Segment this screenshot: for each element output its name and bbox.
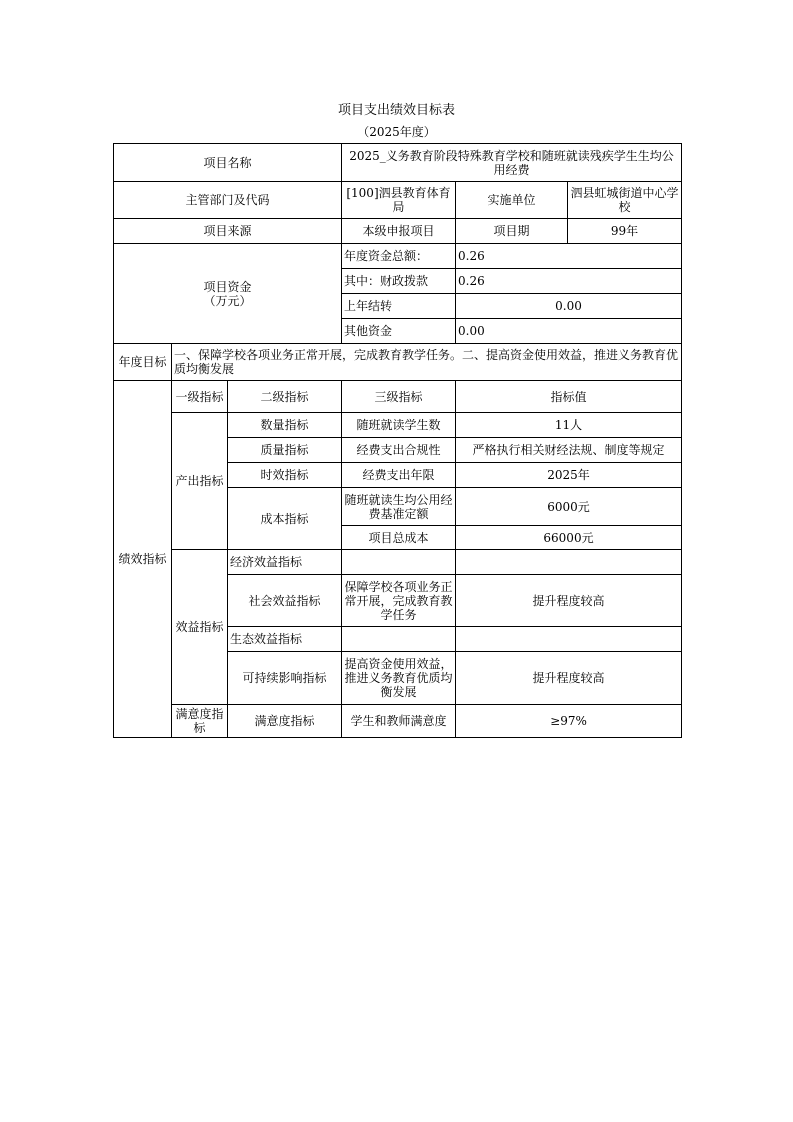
header-level1: 一级指标 xyxy=(172,381,228,413)
project-name-value: 2025_义务教育阶段特殊教育学校和随班就读残疾学生生均公用经费 xyxy=(342,144,682,182)
project-name-label: 项目名称 xyxy=(114,144,342,182)
source-value: 本级申报项目 xyxy=(342,219,456,244)
fund-row-label: 其中：财政拨款 xyxy=(342,269,456,294)
cost-level3: 随班就读生均公用经费基准定额 xyxy=(342,488,456,526)
economic-indicator: 经济效益指标 xyxy=(228,550,342,575)
output-indicators-label: 产出指标 xyxy=(172,413,228,550)
document-title: 项目支出绩效目标表 xyxy=(337,103,455,118)
sustainable-level3: 提高资金使用效益，推进义务教育优质均衡发展 xyxy=(342,652,456,705)
cost-indicator: 成本指标 xyxy=(228,488,342,550)
cost-value: 66000元 xyxy=(456,526,682,550)
social-level3: 保障学校各项业务正常开展，完成教育教学任务 xyxy=(342,575,456,627)
implementer-label: 实施单位 xyxy=(456,182,568,219)
quality-level3: 经费支出合规性 xyxy=(342,438,456,463)
fund-row-value: 0.26 xyxy=(456,269,682,294)
funds-label-unit: （万元） xyxy=(203,293,252,308)
header-value: 指标值 xyxy=(456,381,682,413)
social-value: 提升程度较高 xyxy=(456,575,682,627)
header-level3: 三级指标 xyxy=(342,381,456,413)
annual-goal-label: 年度目标 xyxy=(114,344,172,381)
department-label: 主管部门及代码 xyxy=(114,182,342,219)
funds-label xyxy=(114,244,342,344)
timeliness-value: 2025年 xyxy=(456,463,682,488)
benefit-indicators-label: 效益指标 xyxy=(172,550,228,705)
satisfaction-indicators-label: 满意度指标 xyxy=(172,705,228,738)
quantity-level3: 随班就读学生数 xyxy=(342,413,456,438)
fund-row-value: 0.26 xyxy=(456,244,682,269)
quantity-value: 11人 xyxy=(456,413,682,438)
ecological-level3 xyxy=(342,627,456,652)
sustainable-value: 提升程度较高 xyxy=(456,652,682,705)
source-label: 项目来源 xyxy=(114,219,342,244)
satisfaction-level3: 学生和教师满意度 xyxy=(342,705,456,738)
period-value: 99年 xyxy=(568,219,682,244)
satisfaction-indicator: 满意度指标 xyxy=(228,705,342,738)
ecological-indicator: 生态效益指标 xyxy=(228,627,342,652)
fund-row-value: 0.00 xyxy=(456,319,682,344)
cost-level3: 项目总成本 xyxy=(342,526,456,550)
document-year: （2025年度） xyxy=(357,125,436,139)
fund-row-label: 上年结转 xyxy=(342,294,456,319)
social-indicator: 社会效益指标 xyxy=(228,575,342,627)
funds-label-main: 项目资金 xyxy=(203,279,252,294)
ecological-value xyxy=(456,627,682,652)
satisfaction-value: ≥97% xyxy=(456,705,682,738)
period-label: 项目期 xyxy=(456,219,568,244)
fund-row-label: 年度资金总额： xyxy=(342,244,456,269)
performance-table xyxy=(113,143,682,738)
timeliness-indicator: 时效指标 xyxy=(228,463,342,488)
fund-row-label: 其他资金 xyxy=(342,319,456,344)
performance-indicators-label: 绩效指标 xyxy=(114,381,172,738)
department-value: [100]泗县教育体育局 xyxy=(342,182,456,219)
quality-value: 严格执行相关财经法规、制度等规定 xyxy=(456,438,682,463)
cost-value: 6000元 xyxy=(456,488,682,526)
annual-goal-text: 一、保障学校各项业务正常开展，完成教育教学任务。二、提高资金使用效益，推进义务教育优质均衡发展 xyxy=(172,344,682,381)
quality-indicator: 质量指标 xyxy=(228,438,342,463)
timeliness-level3: 经费支出年限 xyxy=(342,463,456,488)
quantity-indicator: 数量指标 xyxy=(228,413,342,438)
economic-level3 xyxy=(342,550,456,575)
header-level2: 二级指标 xyxy=(228,381,342,413)
implementer-value: 泗县虹城街道中心学校 xyxy=(568,182,682,219)
economic-value xyxy=(456,550,682,575)
fund-row-value: 0.00 xyxy=(456,294,682,319)
sustainable-indicator: 可持续影响指标 xyxy=(228,652,342,705)
